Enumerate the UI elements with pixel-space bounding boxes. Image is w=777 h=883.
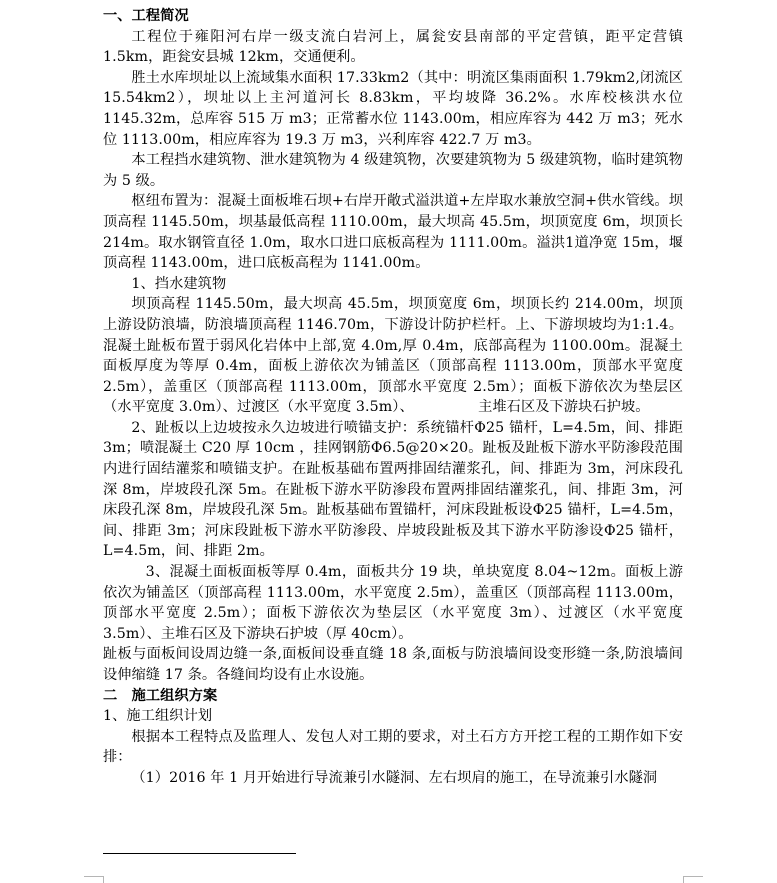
paragraph-schedule-item-1: （1）2016 年 1 月开始进行导流兼引水隧洞、左右坝肩的施工，在导流兼引水隧洞 — [131, 769, 658, 786]
paragraph-schedule-intro: 根据本工程特点及监理人、发包人对工期的要求，对土石方方开挖工程的工期作如下安排： — [103, 728, 683, 766]
paragraph-reservoir: 胜土水库坝址以上流域集水面积 17.33km2（其中：明流区集雨面积 1.79km2,闭流区 15.54km2），坝址以上主河道河长 8.83km，平均坡降 36.2%。水库校核洪水位 1145.32m，总库容 515 万 m3；正常蓄水位 1143.00m，相应库容为 442 万 m3；死水位 1113.00m，相应库容为 19.3 万 m3，兴利库容 422.7 万 m3。 — [103, 69, 683, 148]
paragraph-slope-support: 2、趾板以上边坡按永久边坡进行喷锚支护：系统锚杆Φ25 锚杆，L=4.5m，间、排距 3m；喷混凝土 C20 厚 10cm ，挂网钢筋Φ6.5@20×20。趾板及趾板下游水平防渗段范围内进行固结灌浆和喷锚支护。在趾板基础布置两排固结灌浆孔，间、排距为 3m，河床段孔深 8m，岸坡段孔深 5m。在趾板下游水平防渗段布置两排固结灌浆孔，间、排距 3m，河床段孔深 8m，岸坡段孔深 5m。趾板基础布置锚杆，河床段趾板设Φ25 锚杆，L=4.5m，间、排距 3m；河床段趾板下游水平防渗段、岸坡段趾板及其下游水平防渗设Φ25 锚杆，L=4.5m，间、排距 2m。 — [103, 419, 683, 560]
document-body — [103, 6, 683, 789]
section-heading-overview: 一、工程简况 — [103, 8, 189, 24]
crop-mark-right — [683, 876, 703, 883]
crop-mark-left — [84, 876, 104, 883]
paragraph-face-slab: 3、混凝土面板面板等厚 0.4m，面板共分 19 块，单块宽度 8.04~12m。面板上游依次为铺盖区（顶部高程 1113.00m，水平宽度 2.5m），盖重区（顶部高程 1113.00m，顶部水平宽度 2.5m）；面板下游依次为垫层区（水平宽度 3m）、过渡区（水平宽度 3.5m）、主堆石区及下游块石护坡（厚 40cm）。 — [103, 564, 683, 642]
paragraph-dam-crest: 坝顶高程 1145.50m，最大坝高 45.5m，坝顶宽度 6m，坝顶长约 214.00m，坝顶上游设防浪墙，防浪墙顶高程 1146.70m，下游设计防护栏杆。上、下游坝坡均为1:1.4。混凝土趾板布置于弱风化岩体中上部,宽 4.0m,厚 0.4m，底部高程为 1100.00m。混凝土面板厚度为等厚 0.4m，面板上游依次为铺盖区（顶部高程 1113.00m，顶部水平宽度 2.5m），盖重区（顶部高程 1113.00m，顶部水平宽度 2.5m）；面板下游依次为垫层区（水平宽度 3.0m）、过渡区（水平宽度 3.5m）、 主堆石区及下游块石护坡。 — [103, 296, 683, 416]
paragraph-layout: 枢纽布置为：混凝土面板堆石坝+右岸开敞式溢洪道+左岸取水兼放空洞+供水管线。坝顶高程 1145.50m，坝基最低高程 1110.00m，最大坝高 45.5m，坝顶宽度 6m，坝顶长 214m。取水钢管直径 1.0m，取水口进口底板高程为 1111.00m。溢洪1道净宽 15m，堰顶高程 1143.00m，进口底板高程为 1141.00m。 — [103, 193, 683, 272]
paragraph-joints: 趾板与面板间设周边缝一条,面板间设垂直缝 18 条,面板与防浪墙间设变形缝一条,防浪墙间设伸缩缝 17 条。各缝间均设有止水设施。 — [103, 646, 683, 683]
subheading-retaining-structure: 1、挡水建筑物 — [131, 275, 227, 292]
paragraph-grade: 本工程挡水建筑物、泄水建筑物为 4 级建筑物，次要建筑物为 5 级建筑物，临时建筑物为 5 级。 — [103, 152, 683, 189]
subheading-organization-plan: 1、施工组织计划 — [103, 708, 213, 725]
paragraph-location: 工程位于雍阳河右岸一级支流白岩河上，属瓮安县南部的平定营镇，距平定营镇 1.5km，距瓮安县城 12km，交通便利。 — [103, 28, 683, 66]
section-heading-construction-plan: 二 施工组织方案 — [103, 687, 218, 704]
footnote-separator — [103, 853, 296, 854]
